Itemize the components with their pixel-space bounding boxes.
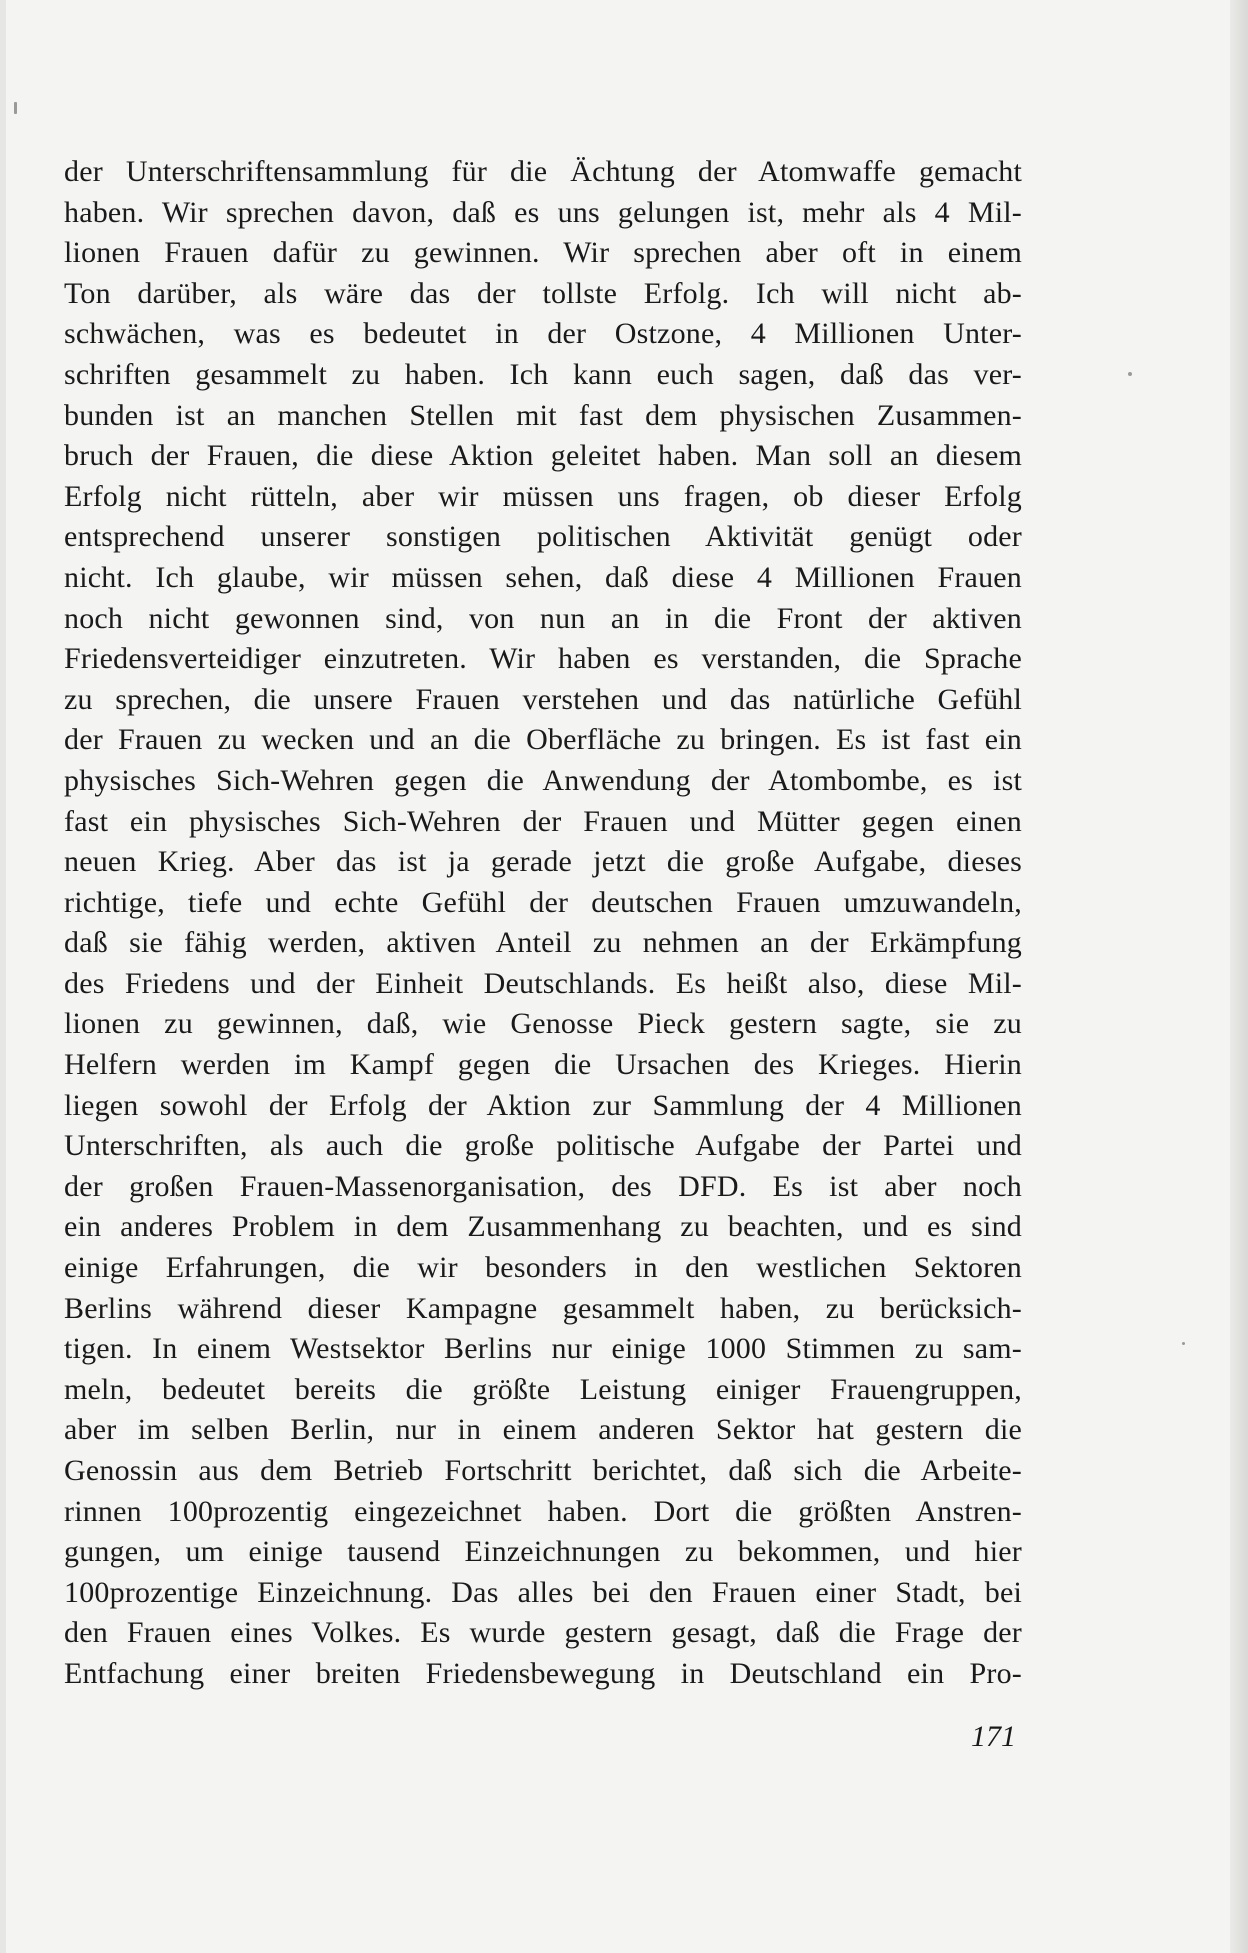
text-line: der Frauen zu wecken und an die Oberfläche zu bringen. Es ist fast ein [64,723,1022,757]
text-line: der großen Frauen-Massenorganisation, des DFD. Es ist aber noch [64,1169,1022,1203]
text-line: des Friedens und der Einheit Deutschlands. Es heißt also, diese Mil- [64,966,1022,1000]
scan-speck [14,102,17,114]
text-line: liegen sowohl der Erfolg der Aktion zur Sammlung der 4 Millionen [64,1088,1022,1122]
text-line: nicht. Ich glaube, wir müssen sehen, daß diese 4 Millionen Frauen [64,560,1022,594]
text-line: Helfern werden im Kampf gegen die Ursachen des Krieges. Hierin [64,1048,1022,1082]
text-line: lionen Frauen dafür zu gewinnen. Wir sprechen aber oft in einem [64,236,1022,270]
text-line: den Frauen eines Volkes. Es wurde gestern gesagt, daß die Frage der [64,1616,1022,1650]
page-number: 171 [971,1720,1016,1753]
text-line: Berlins während dieser Kampagne gesammelt haben, zu berücksich- [64,1291,1022,1325]
text-line: bunden ist an manchen Stellen mit fast dem physischen Zusammen- [64,398,1022,432]
text-line: tigen. In einem Westsektor Berlins nur einige 1000 Stimmen zu sam- [64,1332,1022,1366]
text-line: der Unterschriftensammlung für die Ächtung der Atomwaffe gemacht [64,155,1022,188]
scan-speck [1128,372,1132,376]
text-line: neuen Krieg. Aber das ist ja gerade jetzt die große Aufgabe, dieses [64,845,1022,879]
text-line: aber im selben Berlin, nur in einem anderen Sektor hat gestern die [64,1413,1022,1447]
text-line: Genossin aus dem Betrieb Fortschritt berichtet, daß sich die Arbeite- [64,1454,1022,1487]
text-line: physisches Sich-Wehren gegen die Anwendung der Atombombe, es ist [64,763,1022,797]
text-line: entsprechend unserer sonstigen politischen Aktivität genügt oder [64,520,1022,554]
text-line: schwächen, was es bedeutet in der Ostzone, 4 Millionen Unter- [64,317,1022,351]
text-line: Unterschriften, als auch die große politische Aufgabe der Partei und [64,1129,1022,1163]
text-line: meln, bedeutet bereits die größte Leistung einiger Frauengruppen, [64,1372,1022,1406]
page-edge [1230,0,1248,1953]
text-line: haben. Wir sprechen davon, daß es uns gelungen ist, mehr als 4 Mil- [64,195,1022,229]
text-line: einige Erfahrungen, die wir besonders in den westlichen Sektoren [64,1251,1022,1285]
text-line: 100prozentige Einzeichnung. Das alles bei den Frauen einer Stadt, bei [64,1575,1022,1609]
text-line: Ton darüber, als wäre das der tollste Erfolg. Ich will nicht ab- [64,276,1022,310]
scan-speck [1182,1342,1185,1345]
text-line: ein anderes Problem in dem Zusammenhang zu beachten, und es sind [64,1210,1022,1244]
text-line: gungen, um einige tausend Einzeichnungen zu bekommen, und hier [64,1535,1022,1569]
text-line: bruch der Frauen, die diese Aktion geleitet haben. Man soll an diesem [64,439,1022,473]
text-line: noch nicht gewonnen sind, von nun an in die Front der aktiven [64,601,1022,635]
text-line: Erfolg nicht rütteln, aber wir müssen uns fragen, ob dieser Erfolg [64,479,1022,513]
text-line: Friedensverteidiger einzutreten. Wir haben es verstanden, die Sprache [64,642,1022,676]
text-line: rinnen 100prozentig eingezeichnet haben. Dort die größten Anstren- [64,1494,1022,1528]
text-line: schriften gesammelt zu haben. Ich kann euch sagen, daß das ver- [64,357,1022,391]
text-line: fast ein physisches Sich-Wehren der Frauen und Mütter gegen einen [64,804,1022,838]
text-line: zu sprechen, die unsere Frauen verstehen und das natürliche Gefühl [64,682,1022,716]
text-line: daß sie fähig werden, aktiven Anteil zu nehmen an der Erkämpfung [64,926,1022,960]
text-line: richtige, tiefe und echte Gefühl der deutschen Frauen umzuwandeln, [64,885,1022,919]
text-line: lionen zu gewinnen, daß, wie Genosse Pieck gestern sagte, sie zu [64,1007,1022,1041]
body-text [64,152,1022,1695]
text-line: Entfachung einer breiten Friedensbewegung in Deutschland ein Pro- [64,1656,1022,1690]
